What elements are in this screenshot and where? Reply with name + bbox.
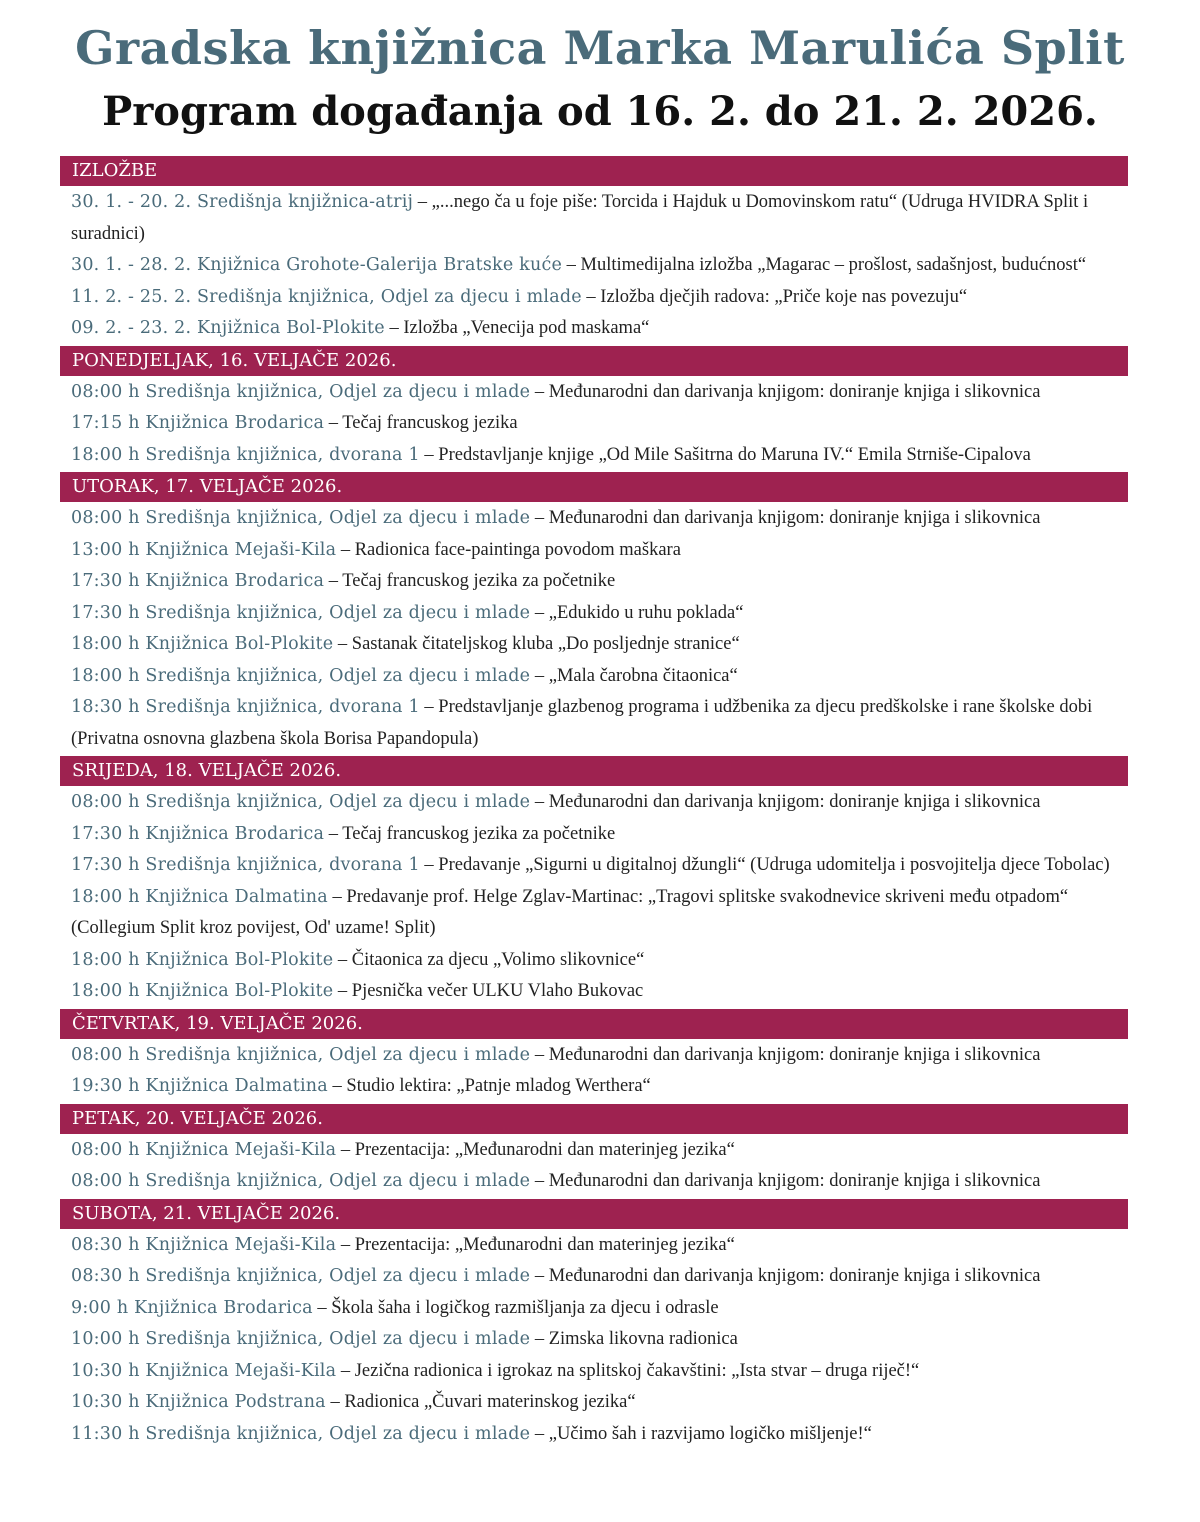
event-description: Studio lektira: „Patnje mladog Werthera“ (346, 1076, 651, 1096)
day-header: SRIJEDA, 18. VELJAČE 2026. (60, 756, 1128, 786)
event-separator: – (530, 1266, 549, 1286)
event-item (60, 313, 1128, 345)
day-header: PONEDJELJAK, 16. VELJAČE 2026. (60, 346, 1128, 376)
event-item (60, 882, 1128, 945)
event-item (60, 1071, 1128, 1103)
event-description: „...nego ča u foje piše: Torcida i Hajduk u Domovinskom ratu“ (Udruga HVIDRA Split i suradnici) (71, 192, 1089, 244)
event-time-location: 13:00 h Knjižnica Mejaši-Kila (71, 539, 337, 560)
event-separator: – (327, 1076, 347, 1096)
event-separator: – (327, 886, 347, 907)
event-separator: – (530, 1329, 549, 1349)
event-description: Prezentacija: „Međunarodni dan materinjeg jezika“ (354, 1234, 735, 1255)
event-separator: – (530, 381, 549, 402)
event-time-location: 10:30 h Knjižnica Podstrana (71, 1392, 326, 1412)
event-time-location: 19:30 h Knjižnica Dalmatina (71, 1076, 328, 1096)
event-item (60, 1230, 1128, 1262)
event-description: Tečaj francuskog jezika za početnike (342, 823, 616, 844)
event-description: Zimska likovna radionica (548, 1329, 738, 1349)
event-item (60, 1166, 1128, 1198)
event-time-location: 18:00 h Knjižnica Dalmatina (71, 886, 328, 907)
event-separator: – (562, 255, 581, 275)
event-item (60, 598, 1128, 630)
event-separator: – (530, 602, 549, 623)
program-list (60, 155, 1128, 1450)
event-time-location: 9:00 h Knjižnica Brodarica (71, 1297, 313, 1318)
event-separator: – (530, 792, 549, 812)
event-separator: – (530, 665, 549, 686)
event-separator: – (333, 949, 352, 970)
event-separator: – (530, 1423, 549, 1444)
event-description: Sastanak čitateljskog kluba „Do posljednje stranice“ (351, 634, 740, 654)
event-separator: – (336, 1139, 355, 1160)
event-description: Međunarodni dan darivanja knjigom: doniranje knjiga i slikovnica (548, 792, 1041, 812)
event-time-location: 17:30 h Središnja knjižnica, dvorana 1 (71, 855, 420, 875)
event-description: „Učimo šah i razvijamo logičko mišljenje!“ (548, 1423, 872, 1444)
event-description: Multimedijalna izložba „Magarac – prošlost, sadašnjost, budućnost“ (580, 255, 1087, 275)
event-description: Međunarodni dan darivanja knjigom: doniranje knjiga i slikovnica (548, 1044, 1041, 1065)
event-separator: – (325, 1392, 345, 1412)
event-separator: – (419, 855, 439, 875)
event-item (60, 976, 1128, 1008)
event-time-location: 10:00 h Središnja knjižnica, Odjel za djecu i mlade (71, 1329, 531, 1349)
event-item (60, 1419, 1128, 1451)
day-header: SUBOTA, 21. VELJAČE 2026. (60, 1199, 1128, 1229)
event-time-location: 08:30 h Središnja knjižnica, Odjel za djecu i mlade (71, 1266, 531, 1286)
event-item (60, 629, 1128, 661)
event-time-location: 09. 2. - 23. 2. Knjižnica Bol-Plokite (71, 318, 385, 338)
event-description: Radionica face-paintinga povodom maškara (354, 539, 681, 560)
event-item (60, 1356, 1128, 1388)
event-time-location: 18:30 h Središnja knjižnica, dvorana 1 (71, 697, 420, 717)
event-time-location: 10:30 h Knjižnica Mejaši-Kila (71, 1360, 337, 1381)
event-separator: – (336, 1234, 355, 1255)
event-item (60, 503, 1128, 535)
page-title: Gradska knjižnica Marka Marulića Split (75, 21, 1125, 75)
event-item (60, 1387, 1128, 1419)
event-description: Međunarodni dan darivanja knjigom: doniranje knjiga i slikovnica (548, 508, 1041, 528)
event-description: „Edukido u ruhu poklada“ (548, 602, 744, 623)
event-separator: – (324, 823, 343, 844)
event-item (60, 1135, 1128, 1167)
event-separator: – (530, 508, 549, 528)
event-description: Čitaonica za djecu „Volimo slikovnice“ (351, 949, 645, 970)
event-time-location: 08:00 h Knjižnica Mejaši-Kila (71, 1139, 337, 1160)
event-item (60, 187, 1128, 250)
event-description: Prezentacija: „Međunarodni dan materinjeg jezika“ (354, 1139, 735, 1160)
event-time-location: 08:00 h Središnja knjižnica, Odjel za djecu i mlade (71, 508, 531, 528)
day-header: PETAK, 20. VELJAČE 2026. (60, 1104, 1128, 1134)
page-subtitle: Program događanja od 16. 2. do 21. 2. 2026. (102, 88, 1098, 135)
event-time-location: 17:30 h Knjižnica Brodarica (71, 823, 325, 844)
event-separator: – (324, 413, 343, 433)
event-time-location: 18:00 h Središnja knjižnica, dvorana 1 (71, 444, 420, 465)
event-item (60, 850, 1128, 882)
event-separator: – (333, 981, 352, 1001)
event-time-location: 18:00 h Središnja knjižnica, Odjel za djecu i mlade (71, 665, 531, 686)
event-description: Jezična radionica i igrokaz na splitskoj čakavštini: „Ista stvar – druga riječ!“ (354, 1360, 920, 1381)
event-description: Izložba dječjih radova: „Priče koje nas povezuju“ (600, 286, 968, 307)
event-description: Tečaj francuskog jezika za početnike (342, 571, 616, 591)
event-time-location: 08:00 h Središnja knjižnica, Odjel za djecu i mlade (71, 1044, 531, 1065)
event-description: Tečaj francuskog jezika (342, 413, 518, 433)
event-description: Predstavljanje knjige „Od Mile Sašitrna do Maruna IV.“ Emila Strniše-Cipalova (438, 444, 1031, 465)
event-separator: – (419, 697, 439, 717)
event-item (60, 535, 1128, 567)
event-time-location: 30. 1. - 28. 2. Knjižnica Grohote-Galerija Bratske kuće (71, 255, 563, 275)
event-item (60, 1261, 1128, 1293)
event-separator: – (333, 634, 352, 654)
event-separator: – (336, 539, 355, 560)
event-time-location: 17:15 h Knjižnica Brodarica (71, 413, 325, 433)
day-header: IZLOŽBE (60, 156, 1128, 186)
event-item (60, 408, 1128, 440)
event-item (60, 377, 1128, 409)
event-item (60, 1324, 1128, 1356)
event-time-location: 17:30 h Knjižnica Brodarica (71, 571, 325, 591)
event-item (60, 440, 1128, 472)
event-item (60, 787, 1128, 819)
event-time-location: 08:00 h Središnja knjižnica, Odjel za djecu i mlade (71, 792, 531, 812)
event-time-location: 18:00 h Knjižnica Bol-Plokite (71, 949, 334, 970)
event-time-location: 30. 1. - 20. 2. Središnja knjižnica-atrij (71, 192, 414, 212)
event-item (60, 250, 1128, 282)
event-item (60, 819, 1128, 851)
event-separator: – (324, 571, 343, 591)
event-description: Radionica „Čuvari materinskog jezika“ (344, 1392, 636, 1412)
event-separator: – (413, 192, 432, 212)
event-item (60, 566, 1128, 598)
event-time-location: 18:00 h Knjižnica Bol-Plokite (71, 634, 334, 654)
event-description: Izložba „Venecija pod maskama“ (403, 318, 650, 338)
event-item (60, 1293, 1128, 1325)
event-separator: – (419, 444, 439, 465)
event-item (60, 945, 1128, 977)
event-separator: – (336, 1360, 355, 1381)
event-time-location: 08:00 h Središnja knjižnica, Odjel za djecu i mlade (71, 381, 531, 402)
event-description: Pjesnička večer ULKU Vlaho Bukovac (351, 981, 644, 1001)
event-separator: – (384, 318, 404, 338)
event-time-location: 18:00 h Knjižnica Bol-Plokite (71, 981, 334, 1001)
day-header: ČETVRTAK, 19. VELJAČE 2026. (60, 1009, 1128, 1039)
event-description: Predavanje prof. Helge Zglav-Martinac: „Tragovi splitske svakodnevice skriveni među otpadom“ (Collegium Split kroz povijest, Od' uzame! Split) (71, 886, 1069, 938)
event-time-location: 08:30 h Knjižnica Mejaši-Kila (71, 1234, 337, 1255)
event-description: Međunarodni dan darivanja knjigom: doniranje knjiga i slikovnica (548, 1266, 1041, 1286)
event-item (60, 661, 1128, 693)
event-item (60, 1040, 1128, 1072)
event-time-location: 17:30 h Središnja knjižnica, Odjel za djecu i mlade (71, 602, 531, 623)
event-time-location: 11. 2. - 25. 2. Središnja knjižnica, Odjel za djecu i mlade (71, 286, 582, 307)
event-description: Međunarodni dan darivanja knjigom: doniranje knjiga i slikovnica (548, 381, 1041, 402)
event-description: Škola šaha i logičkog razmišljanja za djecu i odrasle (331, 1297, 719, 1318)
event-separator: – (530, 1044, 549, 1065)
event-description: Međunarodni dan darivanja knjigom: doniranje knjiga i slikovnica (548, 1171, 1041, 1191)
event-description: Predstavljanje glazbenog programa i udžbenika za djecu predškolske i rane školske dobi (Privatna osnovna glazbena škola Borisa Papandopula) (71, 697, 1093, 749)
event-time-location: 11:30 h Središnja knjižnica, Odjel za djecu i mlade (71, 1423, 531, 1444)
event-item (60, 282, 1128, 314)
event-description: „Mala čarobna čitaonica“ (548, 665, 738, 686)
event-separator: – (530, 1171, 549, 1191)
event-description: Predavanje „Sigurni u digitalnoj džungli“ (Udruga udomitelja i posvojitelja djece Tobolac) (438, 855, 1110, 875)
event-time-location: 08:00 h Središnja knjižnica, Odjel za djecu i mlade (71, 1171, 531, 1191)
event-separator: – (312, 1297, 332, 1318)
event-item (60, 692, 1128, 755)
event-separator: – (581, 286, 601, 307)
day-header: UTORAK, 17. VELJAČE 2026. (60, 472, 1128, 502)
